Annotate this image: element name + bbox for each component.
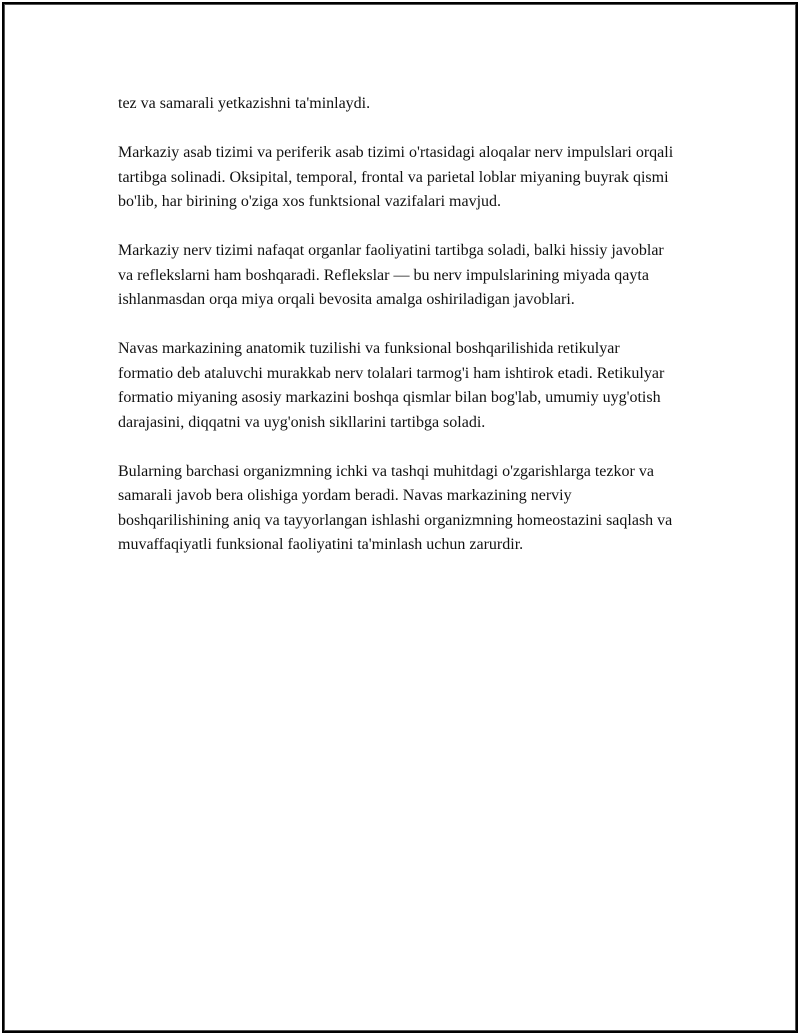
document-body [118,92,678,582]
paragraph-5: Bularning barchasi organizmning ichki va tashqi muhitdagi o'zgarishlarga tezkor va samarali javob bera olishiga yordam beradi. Navas markazining nerviy boshqarilishining aniq va tayyorlangan ishlashi organizmning homeostazini saqlash va muvaffaqiyatli funksional faoliyatini ta'minlash uchun zarurdir. [118,462,673,553]
paragraph-2: Markaziy asab tizimi va periferik asab tizimi o'rtasidagi aloqalar nerv impulslari orqali tartibga solinadi. Oksipital, temporal, frontal va parietal loblar miyaning buyrak qismi bo'lib, har birining o'ziga xos funktsional vazifalari mavjud. [118,144,674,210]
paragraph-1: tez va samarali yetkazishni ta'minlaydi. [118,95,371,112]
paragraph-3: Markaziy nerv tizimi nafaqat organlar faoliyatini tartibga soladi, balki hissiy javoblar va reflekslarni ham boshqaradi. Reflekslar — bu nerv impulslarining miyada qayta ishlanmasdan orqa miya orqali bevosita amalga oshiriladigan javoblari. [118,242,664,308]
paragraph-4: Navas markazining anatomik tuzilishi va funksional boshqarilishida retikulyar formatio deb ataluvchi murakkab nerv tolalari tarmog'i ham ishtirok etadi. Retikulyar formatio miyaning asosiy markazini boshqa qismlar bilan bog'lab, umumiy uyg'otish darajasini, diqqatni va uyg'onish sikllarini tartibga soladi. [118,340,665,431]
